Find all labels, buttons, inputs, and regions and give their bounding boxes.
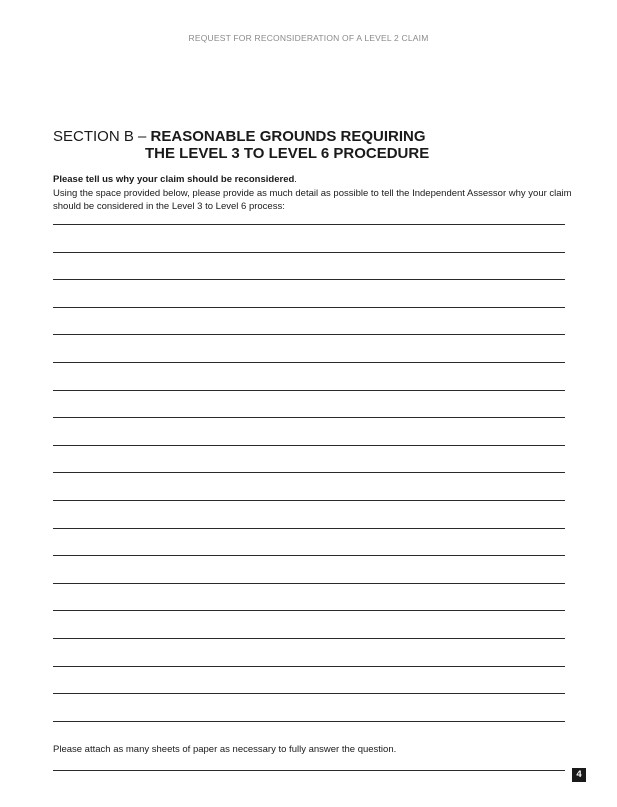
document-header: REQUEST FOR RECONSIDERATION OF A LEVEL 2 CLAIM: [188, 33, 429, 43]
answer-line[interactable]: [53, 721, 565, 722]
answer-line[interactable]: [53, 390, 565, 391]
answer-line[interactable]: [53, 666, 565, 667]
section-label: SECTION B –: [53, 128, 151, 145]
answer-line[interactable]: [53, 417, 565, 418]
answer-line[interactable]: [53, 362, 565, 363]
question-prompt-punct: .: [294, 174, 297, 185]
answer-line[interactable]: [53, 334, 565, 335]
answer-line[interactable]: [53, 528, 565, 529]
attach-sheets-note: Please attach as many sheets of paper as necessary to fully answer the question.: [53, 744, 397, 755]
section-title-line-1: REASONABLE GROUNDS REQUIRING: [150, 128, 426, 145]
answer-line[interactable]: [53, 445, 565, 446]
answer-line[interactable]: [53, 583, 565, 584]
question-prompt-text: Please tell us why your claim should be reconsidered: [53, 174, 295, 185]
answer-line[interactable]: [53, 500, 565, 501]
answer-line[interactable]: [53, 638, 565, 639]
answer-line[interactable]: [53, 252, 565, 253]
answer-line[interactable]: [53, 224, 565, 225]
instructions-text: Using the space provided below, please provide as much detail as possible to tell the Independent Assessor why your claim should be considered in the Level 3 to Level 6 process:: [53, 188, 572, 212]
section-title-line-2: THE LEVEL 3 TO LEVEL 6 PROCEDURE: [145, 145, 430, 162]
bottom-rule: [53, 770, 565, 771]
answer-line[interactable]: [53, 472, 565, 473]
question-prompt: [53, 174, 297, 185]
answer-line[interactable]: [53, 693, 565, 694]
answer-line[interactable]: [53, 555, 565, 556]
answer-line[interactable]: [53, 610, 565, 611]
answer-line[interactable]: [53, 279, 565, 280]
answer-line[interactable]: [53, 307, 565, 308]
page-number-badge: 4: [572, 768, 586, 782]
section-title: [53, 128, 429, 162]
